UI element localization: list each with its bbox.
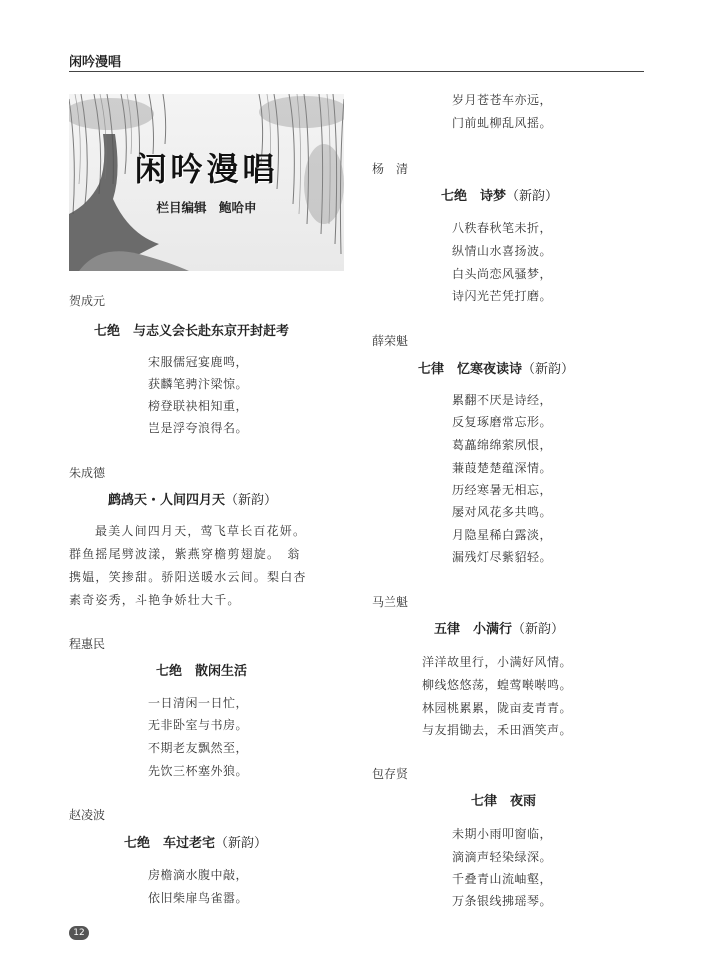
poem-title: 七绝 车过老宅（新韵）: [124, 836, 268, 851]
poem-line: 素奇姿秀，斗艳争娇壮大千。: [69, 593, 241, 607]
poem-line: 千叠青山流岫壑，: [452, 872, 553, 886]
author-name: 赵凌波: [69, 808, 106, 822]
column-banner: [69, 94, 344, 271]
poem-title: 七律 忆寒夜读诗（新韵）: [418, 362, 575, 377]
poem-line: 林园桃累累，陇亩麦青青。: [422, 701, 573, 715]
poem-title: 七律 夜雨: [471, 794, 537, 809]
poem-line: 诗闪光芒凭打磨。: [452, 289, 553, 303]
poem-line: 纵情山水喜扬波。: [452, 244, 553, 258]
poem-line: 蒹葭楚楚蕴深情。: [452, 461, 553, 475]
poem-line: 滴滴声轻染绿深。: [452, 850, 553, 864]
poem-title: 七绝 散闲生活: [156, 664, 248, 679]
poem-line: 依旧柴扉鸟雀嚣。: [148, 891, 249, 905]
poem-line: 无非卧室与书房。: [148, 718, 249, 732]
poem-line: 一日清闲一日忙，: [148, 696, 249, 710]
poem-line: 白头尚恋风骚梦，: [452, 267, 553, 281]
poem-line: 房檐滴水腹中敲，: [148, 868, 249, 882]
poem-line: 累翻不厌是诗经，: [452, 393, 553, 407]
author-name: 马兰魁: [372, 595, 409, 609]
poem-line: 岂是浮夸浪得名。: [148, 421, 249, 435]
poem-line: 漏残灯尽紫貂轻。: [452, 550, 553, 564]
poem-line: 获麟笔骋汴梁惊。: [148, 377, 249, 391]
poem-line: 不期老友飘然至，: [148, 741, 249, 755]
poem-line: 岁月苍苍车亦远，: [452, 93, 553, 107]
author-name: 薛荣魁: [372, 334, 409, 348]
poem-line: 葛藟绵绵萦夙恨，: [452, 438, 553, 452]
poem-line: 万条银线拂瑶琴。: [452, 894, 553, 908]
poem-line: 八秩春秋笔未折，: [452, 221, 553, 235]
author-name: 贺成元: [69, 294, 106, 308]
column-editor: 栏目编辑 鲍哈申: [156, 200, 257, 215]
poem-title: 五律 小满行（新韵）: [434, 622, 565, 637]
poem-body: [69, 520, 354, 612]
page-number: 12: [69, 926, 89, 940]
poem-line: 榜登联袂相知重，: [148, 399, 249, 413]
poem-line: 屡对风花多共鸣。: [452, 505, 553, 519]
section-header: 闲吟漫唱: [69, 55, 122, 70]
poem-line: 反复琢磨常忘形。: [452, 415, 553, 429]
poem-title: 七绝 诗梦（新韵）: [441, 189, 559, 204]
banner-title: 闲吟漫唱: [134, 150, 279, 188]
author-name: 杨 清: [372, 162, 409, 176]
header-divider: [69, 71, 644, 72]
poem-line: 携媪，笑掺甜。骄阳送暖水云间。梨白杏: [69, 570, 307, 584]
author-name: 包存贤: [372, 767, 409, 781]
poem-line: 洋洋故里行，小满好风情。: [422, 655, 573, 669]
poem-line: 先饮三杯塞外狼。: [148, 764, 249, 778]
poem-line: 宋服儒冠宴鹿鸣，: [148, 355, 249, 369]
poem-line: 柳线悠悠荡，蝗莺啭啭鸣。: [422, 678, 573, 692]
poem-line: 未期小雨叩窗临，: [452, 827, 553, 841]
author-name: 程惠民: [69, 637, 106, 651]
poem-line: 门前虬柳乱风摇。: [452, 116, 553, 130]
poem-line: 最美人间四月天，莺飞草长百花妍。: [95, 524, 307, 538]
poem-line: 与友捐锄去，禾田酒笑声。: [422, 723, 573, 737]
poem-line: 历经寒暑无相忘，: [452, 483, 553, 497]
poem-line: 月隐星稀白露淡，: [452, 528, 553, 542]
author-name: 朱成德: [69, 466, 106, 480]
poem-line: 群鱼摇尾劈波漾，紫燕穿檐剪翅旋。 翁: [69, 547, 301, 561]
poem-title: 七绝 与志义会长赴东京开封赶考: [94, 324, 290, 339]
poem-title: 鹧鸪天・人间四月天（新韵）: [108, 493, 278, 508]
